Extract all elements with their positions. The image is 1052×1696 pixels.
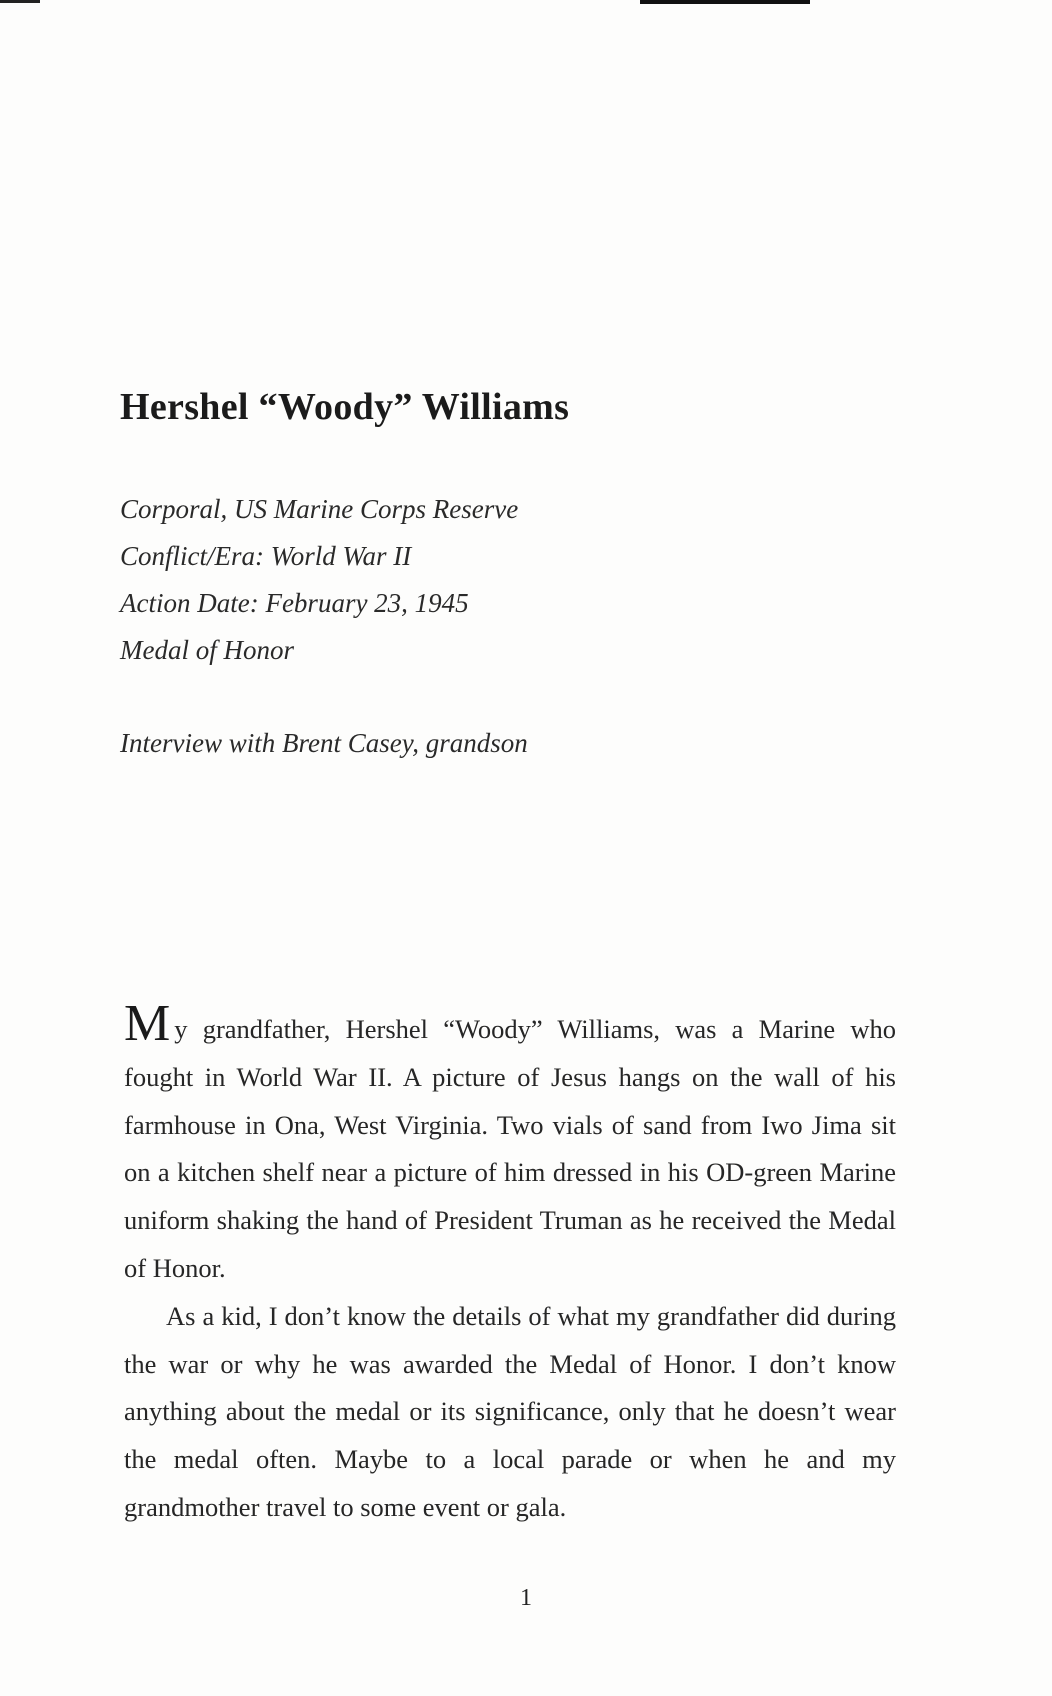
paragraph-1 xyxy=(124,995,896,1293)
interview-credit: Interview with Brent Casey, grandson xyxy=(120,728,528,758)
chapter-title: Hershel “Woody” Williams xyxy=(120,386,570,428)
chapter-metadata xyxy=(120,486,518,674)
action-date-line: Action Date: February 23, 1945 xyxy=(120,588,469,618)
drop-cap: M xyxy=(124,995,171,1052)
body-text xyxy=(124,995,896,1532)
page-edge-mark xyxy=(0,0,40,3)
paragraph-2: As a kid, I don’t know the details of what my grandfather did during the war or why he was awarded the Medal of Honor. I don’t know anything about the medal or its significance, only that he doesn’t wear the medal often. Maybe to a local parade or when he and my grandmother travel to some event or gala. xyxy=(124,1300,896,1522)
page-number: 1 xyxy=(520,1585,532,1611)
rank-line: Corporal, US Marine Corps Reserve xyxy=(120,494,519,524)
medal-line: Medal of Honor xyxy=(120,635,294,665)
conflict-line: Conflict/Era: World War II xyxy=(120,541,412,571)
paragraph-1-text: y grandfather, Hershel “Woody” Williams, was a Marine who fought in World War II. A picture of Jesus hangs on the wall of his farmhouse in Ona, West Virginia. Two vials of sand from Iwo Jima sit on a kitchen shelf near a picture of him dressed in his OD-green Marine uniform shaking the hand of President Truman as he received the Medal of Honor. xyxy=(124,1014,896,1283)
page-edge-rule xyxy=(640,0,810,4)
